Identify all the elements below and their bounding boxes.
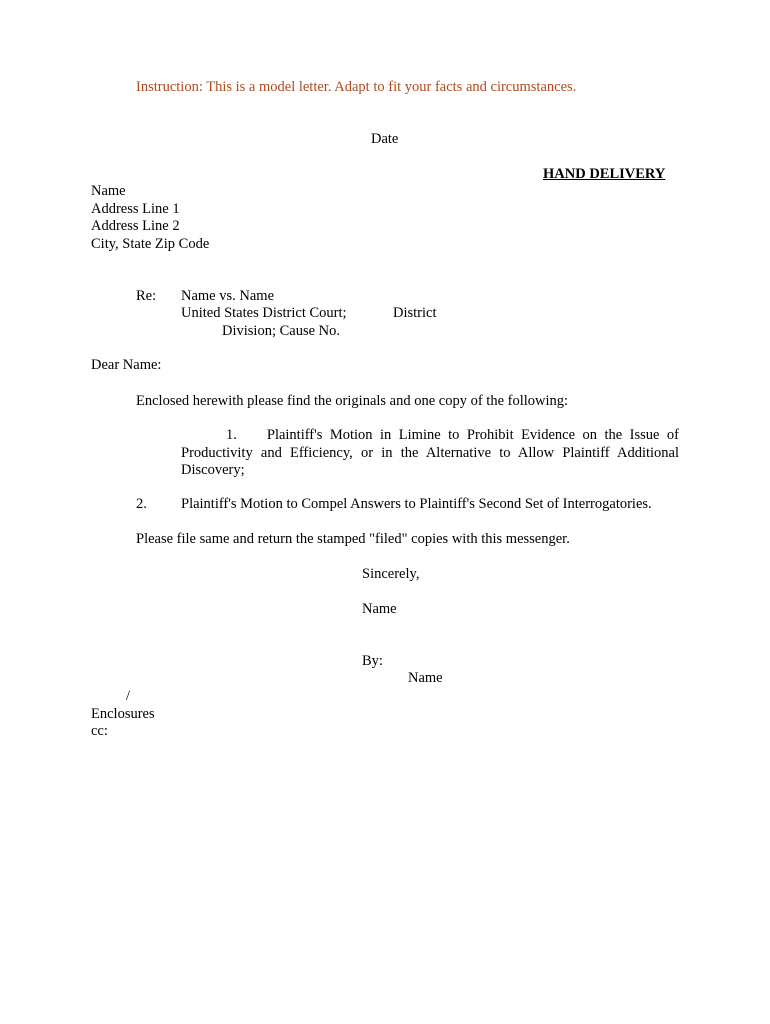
typist-initials: / bbox=[126, 688, 131, 704]
re-label: Re: bbox=[136, 288, 157, 304]
closing-salutation: Sincerely, bbox=[362, 566, 420, 582]
enclosure-item-1-text bbox=[181, 427, 679, 480]
enclosure-item-1-body: Plaintiff's Motion in Limine to Prohibit Evidence on the Issue of Productivity and Efficiency, or in the Alternative to Allow Plaintiff Additional Discovery; bbox=[181, 427, 679, 478]
signer-name: Name bbox=[408, 670, 443, 686]
re-court: United States District Court; bbox=[181, 305, 347, 321]
enclosures-notation: Enclosures bbox=[91, 706, 155, 722]
instruction-note: Instruction: This is a model letter. Adapt to fit your facts and circumstances. bbox=[136, 79, 577, 95]
addressee-line-2: Address Line 2 bbox=[91, 218, 180, 234]
cc-notation: cc: bbox=[91, 723, 108, 739]
firm-name: Name bbox=[362, 601, 397, 617]
addressee-name: Name bbox=[91, 183, 126, 199]
addressee-city-state-zip: City, State Zip Code bbox=[91, 236, 210, 252]
addressee-line-1: Address Line 1 bbox=[91, 201, 180, 217]
intro-paragraph: Enclosed herewith please find the originals and one copy of the following: bbox=[136, 393, 569, 409]
re-district: District bbox=[393, 305, 437, 321]
closing-request: Please file same and return the stamped "filed" copies with this messenger. bbox=[136, 531, 570, 547]
enclosure-item-2-number: 2. bbox=[136, 496, 147, 512]
delivery-method: HAND DELIVERY bbox=[543, 166, 666, 182]
re-division-cause: Division; Cause No. bbox=[222, 323, 341, 339]
salutation: Dear Name: bbox=[91, 357, 162, 373]
enclosure-item-1-number: 1. bbox=[226, 427, 237, 443]
signature-by-label: By: bbox=[362, 653, 383, 669]
re-case-name: Name vs. Name bbox=[181, 288, 275, 304]
enclosure-item-2-text: Plaintiff's Motion to Compel Answers to Plaintiff's Second Set of Interrogatories. bbox=[181, 496, 652, 512]
letter-date: Date bbox=[371, 131, 399, 147]
